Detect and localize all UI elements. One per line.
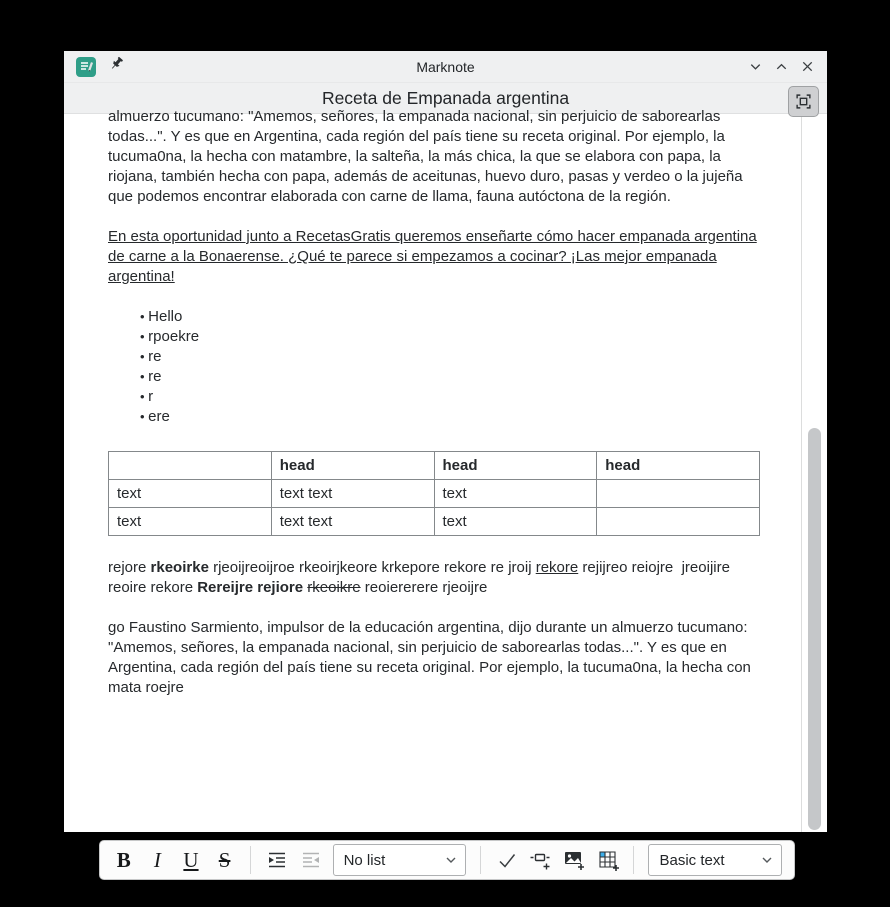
- scrollbar-track-divider: [801, 114, 802, 832]
- table-cell[interactable]: text text: [271, 480, 434, 508]
- table-cell[interactable]: [597, 480, 760, 508]
- paragraph-style-dropdown[interactable]: [648, 844, 782, 876]
- table-cell[interactable]: text: [109, 508, 272, 536]
- table-header-cell[interactable]: head: [271, 452, 434, 480]
- note-title: Receta de Empanada argentina: [321, 87, 570, 108]
- marknote-window: [64, 51, 827, 872]
- close-button[interactable]: [799, 59, 815, 75]
- italic-button[interactable]: [142, 845, 174, 875]
- checkbox-list-button[interactable]: [491, 845, 523, 875]
- insert-link-button[interactable]: [525, 845, 557, 875]
- pin-icon[interactable]: [109, 56, 125, 77]
- toolbar-separator: [633, 846, 634, 874]
- window-controls: [747, 59, 815, 75]
- list-item[interactable]: • Hello: [140, 307, 760, 327]
- bold-button[interactable]: [108, 845, 140, 875]
- bullet-list[interactable]: [108, 307, 760, 427]
- checkmark-icon: [496, 849, 518, 871]
- chevron-down-icon: [445, 856, 457, 864]
- window-title: Marknote: [416, 58, 475, 75]
- list-item[interactable]: • re: [140, 347, 760, 367]
- bold-icon: B: [116, 847, 131, 872]
- table-plus-icon: [596, 848, 620, 872]
- titlebar: [64, 51, 827, 83]
- note-table[interactable]: [108, 451, 760, 536]
- list-item[interactable]: • r: [140, 387, 760, 407]
- list-item[interactable]: • rpoekre: [140, 327, 760, 347]
- toolbar-separator: [250, 846, 251, 874]
- underline-button[interactable]: [175, 845, 207, 875]
- paragraph-mixed-formatting[interactable]: rejore rkeoirke rjeoijreoijroe rkeoirjkeore krkepore rekore re jroij rekore rejijreo reiojre jreoijire reoire rekore Rereijre rejiore rkeoikre reoiererere rjeoijre: [108, 559, 735, 596]
- paragraph[interactable]: almuerzo tucumano: "Amemos, señores, la empanada nacional, sin perjuicio de saborearlas todas...". Y es que en Argentina, cada región del país tiene su receta original. Por ejemplo, la tucuma0na, la hecha con matambre, la salteña, la más chica, la que se elabora con papa, la riojana, también hecha con papa, además de aceitunas, huevo duro, pasas y verdeo o la jujeña que podemos encontrar elaborada con carne de llama, fauna autóctona de la región.: [108, 108, 743, 205]
- editor-area[interactable]: [64, 108, 827, 872]
- indent-more-icon: [266, 849, 288, 871]
- list-style-dropdown[interactable]: [333, 844, 467, 876]
- table-cell[interactable]: text: [109, 480, 272, 508]
- table-cell[interactable]: text text: [271, 508, 434, 536]
- maximize-button[interactable]: [773, 59, 789, 75]
- indent-less-icon: [300, 849, 322, 871]
- table-header-cell[interactable]: head: [597, 452, 760, 480]
- link-plus-icon: [528, 848, 552, 872]
- strikethrough-button[interactable]: [209, 845, 241, 875]
- table-row: [109, 480, 760, 508]
- focus-mode-button[interactable]: [788, 86, 819, 117]
- indent-more-button[interactable]: [261, 845, 293, 875]
- table-header-cell[interactable]: [109, 452, 272, 480]
- image-plus-icon: [562, 848, 586, 872]
- list-item[interactable]: • re: [140, 367, 760, 387]
- paragraph-style-value: Basic text: [659, 851, 725, 869]
- underline-icon: U: [183, 847, 199, 872]
- italic-icon: I: [153, 847, 161, 872]
- paragraph-underlined[interactable]: En esta oportunidad junto a RecetasGratis queremos enseñarte cómo hacer empanada argentina de carne a la Bonaerense. ¿Qué te parece si empezamos a cocinar? ¡Las mejor empanada argentina!: [108, 228, 757, 285]
- list-style-value: No list: [343, 851, 386, 869]
- insert-image-button[interactable]: [558, 845, 590, 875]
- insert-table-button[interactable]: [592, 845, 624, 875]
- list-item[interactable]: • ere: [140, 407, 760, 427]
- table-cell[interactable]: text: [434, 480, 597, 508]
- minimize-button[interactable]: [747, 59, 763, 75]
- paragraph[interactable]: go Faustino Sarmiento, impulsor de la educación argentina, dijo durante un almuerzo tucumano: "Amemos, señores, la empanada nacional, sin perjuicio de saborearlas todas...". Y es que en Argentina, cada región del país tiene su receta original. Por ejemplo, la tucuma0na, la hecha con mata roejre: [108, 619, 751, 696]
- strikethrough-icon: S: [218, 847, 231, 872]
- marknote-app-icon: [76, 57, 96, 77]
- indent-less-button[interactable]: [295, 845, 327, 875]
- table-cell[interactable]: [597, 508, 760, 536]
- scrollbar-thumb[interactable]: [808, 428, 821, 830]
- note-body[interactable]: [108, 107, 760, 698]
- chevron-down-icon: [761, 856, 773, 864]
- formatting-toolbar: [99, 840, 795, 880]
- toolbar-separator: [480, 846, 481, 874]
- table-header-row: [109, 452, 760, 480]
- table-header-cell[interactable]: head: [434, 452, 597, 480]
- table-row: [109, 508, 760, 536]
- table-cell[interactable]: text: [434, 508, 597, 536]
